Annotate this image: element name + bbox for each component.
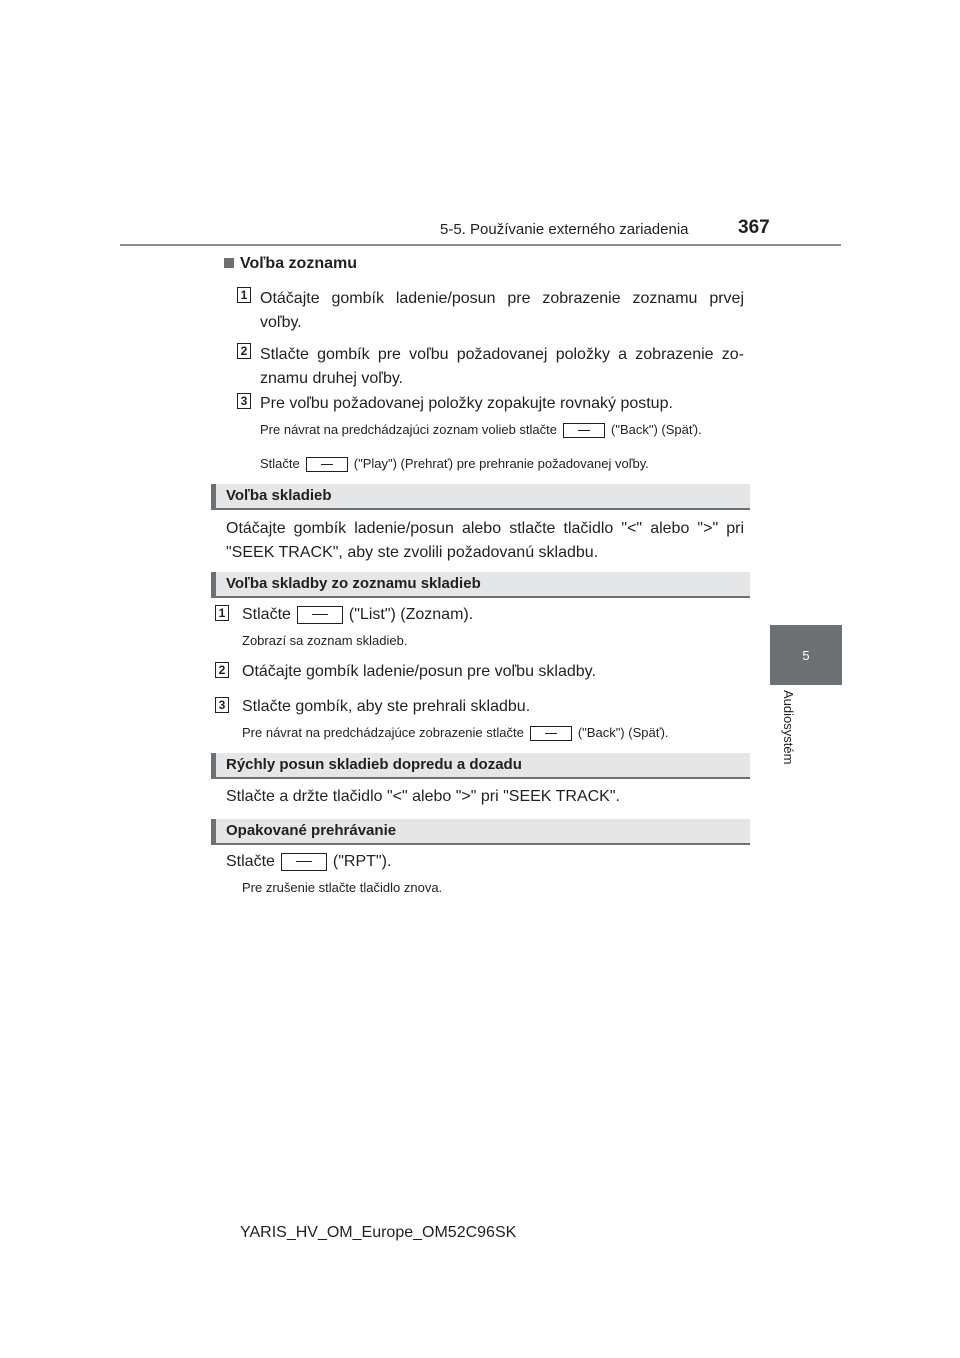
step-text: Stlačte: [226, 853, 275, 870]
tracklist-step-2: Otáčajte gombík ladenie/posun pre voľbu skladby.: [242, 663, 596, 680]
list-step-1: Otáčajte gombík ladenie/posun pre zobrazenie zoznamu prvej voľby.: [260, 290, 744, 331]
tracklist-note-1: Zobrazí sa zoznam skladieb.: [242, 633, 408, 648]
running-header: 5-5. Používanie externého zariadenia: [440, 221, 689, 238]
note-text: Stlačte: [260, 456, 300, 471]
step-number-2: 2: [237, 343, 251, 359]
note-text: ("Play") (Prehrať) pre prehranie požadovanej voľby.: [353, 456, 649, 471]
list-note-1: [260, 422, 744, 438]
repeat-body: [226, 850, 744, 874]
section-heading-repeat: Opakované prehrávanie: [211, 819, 750, 845]
note-text: Pre návrat na predchádzajúci zoznam volieb stlačte: [260, 422, 557, 437]
step-number-3: 3: [215, 697, 229, 713]
fast-seek-body: Stlačte a držte tlačidlo "<" alebo ">" pri "SEEK TRACK".: [226, 788, 620, 805]
back-button-icon: [530, 726, 572, 741]
chapter-label-text: Audiosystém: [781, 690, 796, 765]
note-text: ("Back") (Späť).: [611, 422, 702, 437]
subheading-text: Voľba zoznamu: [240, 255, 357, 272]
chapter-tab: [770, 625, 842, 685]
step-number-3: 3: [237, 393, 251, 409]
track-selection-body: Otáčajte gombík ladenie/posun alebo stlačte tlačidlo "<" alebo ">" pri "SEEK TRACK", aby ste zvolili požadovanú skladbu.: [226, 520, 744, 561]
document-footer: YARIS_HV_OM_Europe_OM52C96SK: [240, 1224, 517, 1241]
page-number: 367: [738, 217, 770, 238]
section-heading-track-from-list: Voľba skladby zo zoznamu skladieb: [211, 572, 750, 598]
step-number-1: 1: [237, 287, 251, 303]
tracklist-step-3: Stlačte gombík, aby ste prehrali skladbu.: [242, 698, 531, 715]
square-bullet-icon: [224, 258, 234, 268]
tracklist-note-3: [242, 725, 747, 741]
section-heading-fast-seek: Rýchly posun skladieb dopredu a dozadu: [211, 753, 750, 779]
header-rule: [120, 244, 841, 246]
chapter-number: 5: [802, 647, 810, 663]
step-number-2: 2: [215, 662, 229, 678]
play-button-icon: [306, 457, 348, 472]
list-note-2: [260, 456, 744, 472]
repeat-note: Pre zrušenie stlačte tlačidlo znova.: [242, 880, 443, 895]
list-step-3: Pre voľbu požadovanej položky zopakujte rovnaký postup.: [260, 395, 673, 412]
step-text: Stlačte: [242, 606, 291, 623]
list-button-icon: [297, 606, 343, 624]
note-text: ("Back") (Späť).: [577, 725, 669, 740]
rpt-button-icon: [281, 853, 327, 871]
step-text: ("RPT").: [332, 853, 392, 870]
subheading-list-selection: [224, 255, 357, 273]
step-text: ("List") (Zoznam).: [348, 606, 474, 623]
list-step-2: Stlačte gombík pre voľbu požadovanej položky a zobrazenie zoznamu druhej voľby.: [260, 346, 744, 387]
back-button-icon: [563, 423, 605, 438]
section-heading-track-selection: Voľba skladieb: [211, 484, 750, 510]
note-text: Pre návrat na predchádzajúce zobrazenie stlačte: [242, 725, 524, 740]
step-number-1: 1: [215, 605, 229, 621]
chapter-label: [770, 690, 818, 780]
tracklist-step-1: [242, 603, 742, 627]
